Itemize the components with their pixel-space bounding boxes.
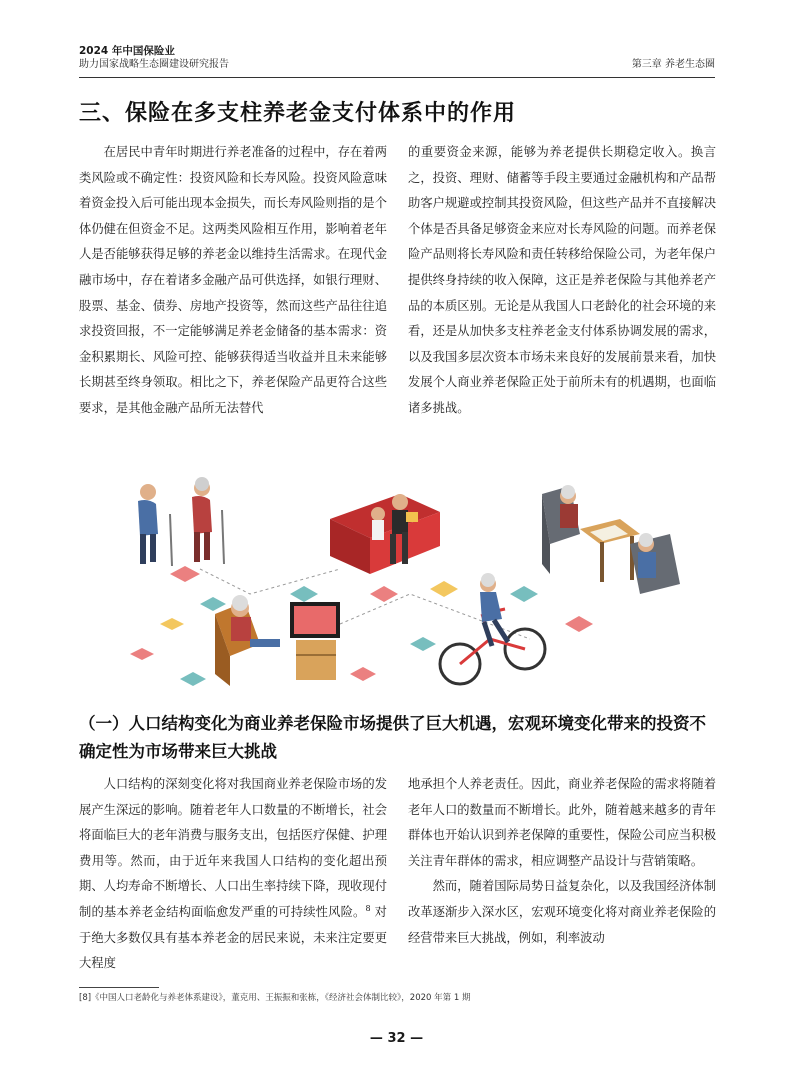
elderly-couple-walking-icon xyxy=(138,477,224,566)
elderly-watching-tv-icon xyxy=(215,595,340,686)
section-title: 三、保险在多支柱养老金支付体系中的作用 xyxy=(79,101,517,126)
subsection-right-paragraph-2: 然而，随着国际局势日益复杂化，以及我国经济体制改革逐渐步入深水区，宏观环境变化将对商业养老保险的经营带来巨大挑战，例如，利率波动 xyxy=(408,879,716,945)
header-row xyxy=(79,58,715,72)
footnote-text: [8]《中国人口老龄化与养老体系建设》，董克用、王振振和张栋，《经济社会体制比较》，2020 年第 1 期 xyxy=(79,993,471,1003)
isometric-scene-svg xyxy=(110,474,710,706)
report-subtitle: 助力国家战略生态圈建设研究报告 xyxy=(79,59,229,70)
subsection-title: （一）人口结构变化为商业养老保险市场提供了巨大机遇，宏观环境变化带来的投资不确定性为市场带来巨大挑战 xyxy=(79,714,706,761)
subsection-left-paragraph xyxy=(79,772,387,977)
subsection-right-paragraph-1: 地承担个人养老责任。因此，商业养老保险的需求将随着老年人口的数量而不断增长。此外，随着越来越多的青年群体也开始认识到养老保障的重要性，保险公司应当积极关注青年群体的需求，相应调整产品设计与营销策略。 xyxy=(408,777,716,868)
footnote-divider xyxy=(79,987,159,988)
section-right-paragraph: 的重要资金来源，能够为养老提供长期稳定收入。换言之，投资、理财、储蓄等手段主要通过金融机构和产品帮助客户规避或控制其投资风险，但这些产品并不直接解决个体是否具备足够资金来应对长寿风险的问题。而养老保险产品则将长寿风险和责任转移给保险公司，为老年保户提供终身持续的收入保障，这正是养老保险与其他养老产品的本质区别。无论是从我国人口老龄化的社会环境的来看，还是从加快多支柱养老金支付体系协调发展的需求，以及我国多层次资本市场未来良好的发展前景来看，加快发展个人商业养老保险正处于前所未有的机遇期，也面临诸多挑战。 xyxy=(408,145,716,415)
elderly-playing-chess-icon xyxy=(542,485,680,594)
subsection-left-text-a: 人口结构的深刻变化将对我国商业养老保险市场的发展产生深远的影响。随着老年人口数量的不断增长，社会将面临巨大的老年消费与服务支出，包括医疗保健、护理费用等。然而，由于近年来我国人口结构的变化超出预期、人均寿命不断增长、人口出生率持续下降，现收现付制的基本养老金结构面临愈发严重的可持续性风险。 xyxy=(79,777,387,919)
page-number: — 32 — xyxy=(369,1031,424,1046)
footnote-reference[interactable]: 8 xyxy=(365,903,371,913)
section-left-paragraph: 在居民中青年时期进行养老准备的过程中，存在着两类风险或不确定性：投资风险和长寿风险。投资风险意味着资金投入后可能出现本金损失，而长寿风险则指的是个体仍健在但资金不足。这两类风险相互作用，影响着老年人是否能够获得足够的养老金以维持生活需求。在现代金融市场中，存在着诸多金融产品可供选择，如银行理财、股票、基金、债券、房地产投资等，然而这些产品往往追求投资回报，不一定能够满足养老金储备的基本需求：资金积累期长、风险可控、能够获得适当收益并且未来能够长期甚至终身领取。相比之下，养老保险产品更符合这些要求，是其他金融产品所无法替代 xyxy=(79,145,387,415)
page-header xyxy=(79,44,715,72)
subsection-left-column xyxy=(79,772,387,977)
header-divider xyxy=(79,77,715,78)
subsection-left-text-b: 对于绝大多数仅具有基本养老金的居民来说，未来注定要更大程度 xyxy=(79,904,387,971)
report-year-title: 2024 年中国保险业 xyxy=(79,45,175,57)
family-on-sofa-icon xyxy=(330,494,440,574)
subsection-right-column xyxy=(408,772,716,951)
section-left-column xyxy=(79,140,387,422)
section-right-column xyxy=(408,140,716,422)
chapter-label: 第三章 养老生态圈 xyxy=(631,59,715,70)
elderly-life-illustration xyxy=(110,474,710,706)
